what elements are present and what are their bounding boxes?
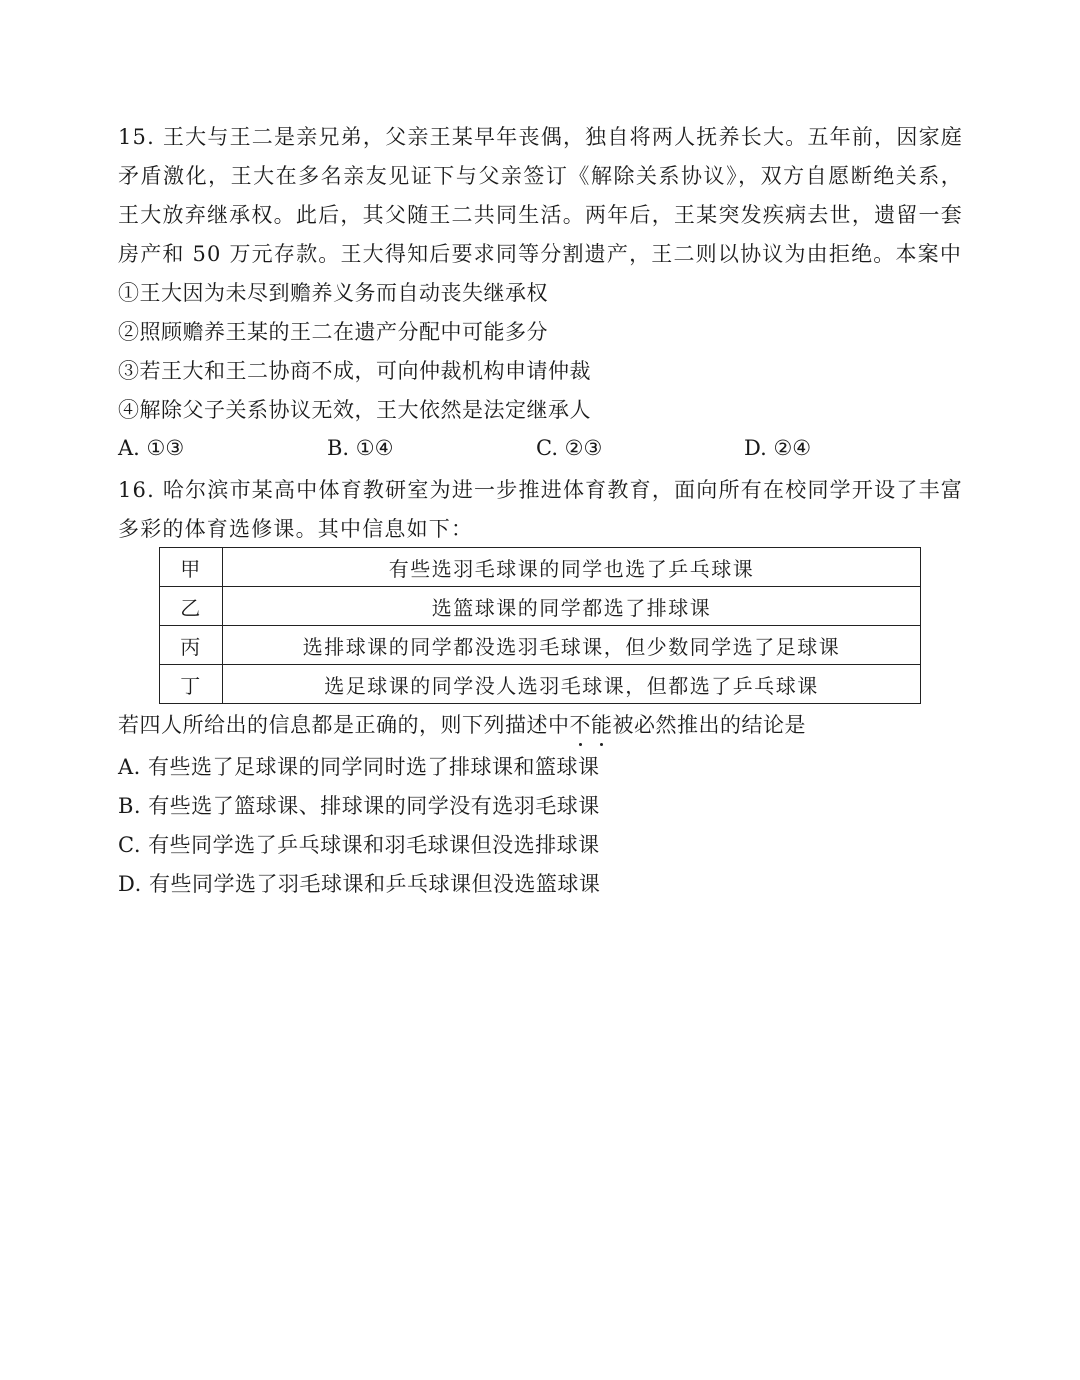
emphasis-dot: [579, 743, 582, 746]
table-row: [160, 587, 921, 626]
q16-option-d[interactable]: D. 有些同学选了羽毛球课和乒乓球课但没选篮球课: [118, 872, 601, 896]
table-row-label: 丁: [160, 665, 223, 704]
q15-option-d[interactable]: D. ②④: [744, 436, 812, 460]
q15-option-b[interactable]: B. ①④: [327, 436, 394, 460]
emphasis-text: 不: [569, 713, 591, 737]
q15-options: [118, 432, 918, 464]
q16-option-a[interactable]: A. 有些选了足球课的同学同时选了排球课和篮球课: [118, 755, 600, 779]
q15-statement-4: ④解除父子关系协议无效，王大依然是法定继承人: [118, 398, 591, 422]
q15-statement-3: ③若王大和王二协商不成，可向仲裁机构申请仲裁: [118, 359, 591, 383]
q16-emphasis-char-1: [570, 713, 592, 737]
q15-statement-1: ①王大因为未尽到赡养义务而自动丧失继承权: [118, 281, 548, 305]
table-row-text: 选篮球课的同学都选了排球课: [223, 587, 921, 626]
q15-stem: 15. 王大与王二是亲兄弟，父亲王某早年丧偶，独自将两人抚养长大。五年前，因家庭矛盾激化，王大在多名亲友见证下与父亲签订《解除关系协议》，双方自愿断绝关系，王大放弃继承权。此后，其父随王二共同生活。两年后，王某突发疾病去世，遗留一套房产和 50 万元存款。王大得知后要求同等分割遗产，王二则以协议为由拒绝。本案中: [118, 125, 963, 266]
q15-option-a[interactable]: A. ①③: [118, 436, 185, 460]
q16-stem: 16. 哈尔滨市某高中体育教研室为进一步推进体育教育，面向所有在校同学开设了丰富多彩的体育选修课。其中信息如下：: [118, 478, 963, 541]
q16-question-after: 被必然推出的结论是: [612, 713, 806, 737]
emphasis-dot: [600, 743, 603, 746]
q16-question-before: 若四人所给出的信息都是正确的，则下列描述中: [118, 713, 570, 737]
table-row: [160, 626, 921, 665]
table-row-label: 甲: [160, 548, 223, 587]
q16-emphasis-char-2: [591, 713, 613, 737]
q15-option-c[interactable]: C. ②③: [536, 436, 603, 460]
table-row-text: 有些选羽毛球课的同学也选了乒乓球课: [223, 548, 921, 587]
table-row-label: 乙: [160, 587, 223, 626]
q15-statement-2: ②照顾赡养王某的王二在遗产分配中可能多分: [118, 320, 548, 344]
q16-question: [118, 710, 806, 740]
table-row: [160, 548, 921, 587]
table-row-label: 丙: [160, 626, 223, 665]
table-row-text: 选排球课的同学都没选羽毛球课，但少数同学选了足球课: [223, 626, 921, 665]
q16-option-c[interactable]: C. 有些同学选了乒乓球课和羽毛球课但没选排球课: [118, 833, 600, 857]
table-row: [160, 665, 921, 704]
table-row-text: 选足球课的同学没人选羽毛球课，但都选了乒乓球课: [223, 665, 921, 704]
emphasis-text: 能: [591, 713, 613, 737]
q16-info-table: [159, 547, 921, 704]
q16-option-b[interactable]: B. 有些选了篮球课、排球课的同学没有选羽毛球课: [118, 794, 600, 818]
